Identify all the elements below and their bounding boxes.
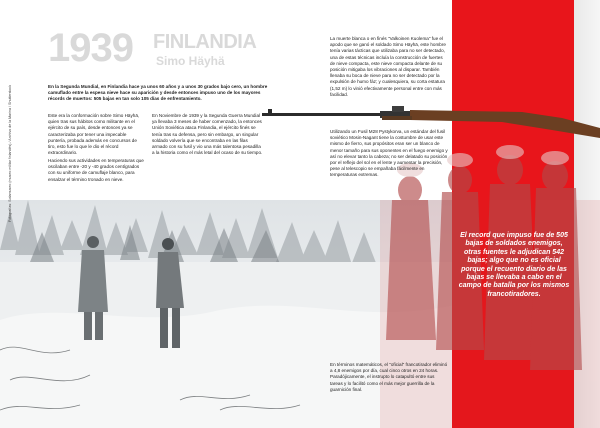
body-column-1b: Haciendo sus actividades en temperaturas que oscilaban entre -20 y -40 grados centígrados con su uniforme de camuflaje blanco, para ensalzar el término tronado en nieve. — [48, 158, 144, 182]
right-text-2: Utilizando un Fusil M28 Pystykorva, un estándar del fusil soviético Mosin-Nagant tiene la costumbre de usar este mismo de fierro, sus propósitos eran ser un blanco de menor tamaño para sus oponentes en el fuego enemigo y así no elevar tanto la cabeza; no ser delatado su posición por el reflejo del sol en el lente y aumentar la precisión, pese al telescopio se empañaba fácilmente en temperaturas extremas. — [330, 129, 448, 178]
intro-paragraph: En la Segunda Mundial, en Finlandia hace ya unos 60 años y a unos 30 grados bajo cero, un hombre camuflado entre la espesa nieve hace su aparición y desde entonces impuso uno de los mayores récords de muertos: 505 bajas en tan solo 105 días de enfrentamiento. — [48, 84, 268, 102]
right-text-1: La muerte blanca o en finés "Valkoinen Kuolema" fue el apodo que se ganó el soldado Simo Häyhä, este hombre tenía varias tácticas que utilizaba para no ser detectado, una de estas técnicas incluía la construcción de fuertes de nieve compacta, este nieve compacta delante de su posición mitigaba los vibraciones al disparar. También llenaba su boca de nieve para no ser detectado por la expulsión de humo fáz; y cualesquiera, su corta estatura (1,52 m) lo vinió efectivamente personal entre con más facilidad. — [330, 36, 446, 97]
body-column-1: Este era la conformación sobre Simo Häyhä, quien tras sus hábitos como militante en el ejército de su país, desde entonces ya se caracterizaba por tener una impecable puntería, probada además en concursos de tiro, esto fue lo que le dio el récord extraordinario. — [48, 113, 140, 156]
right-text-3: En términos matemáticos, el "oficial" francotirador eliminó a 4,8 enemigos por día, cual cinco otros en 24 horas. Paradójicamente, el instrupto lo catapultó entre sus tareas y lo facilitó como el más mejor guerrilla de la guarnición final. — [330, 362, 448, 392]
photo-credits: Fotografías: Sotamuseo (museo militar finlandés) / Archivo de la Marina / Shutterstock — [8, 84, 12, 222]
title-year: 1939 — [48, 26, 133, 70]
pull-quote: El record que impuso fue de 505 bajas de soldados enemigos, otras fuentes le adjudican 542 bajas; algo que no es oficial porque el recuento diario de las bajas se llevaba a cabo en el campo de batalla por los mismos francotiradores. — [458, 232, 570, 298]
body-column-2: En Noviembre de 1939 y la Segunda Guerra Mundial ya llevaba 3 meses de haber comenzado, la entonces Unión Soviética ataca Finlandia, el ejército finés se tenía tras su defensa, pero sin embargo, un singular soldado volvería que se encontraba en las filas armado con su fusil y vio una más talentosa pesadilla a la historia como el más letal del ocaso de su tiempo. — [152, 113, 263, 156]
title-country: FINLANDIA — [153, 31, 257, 53]
title-person: Simo Häyhä — [156, 54, 225, 68]
